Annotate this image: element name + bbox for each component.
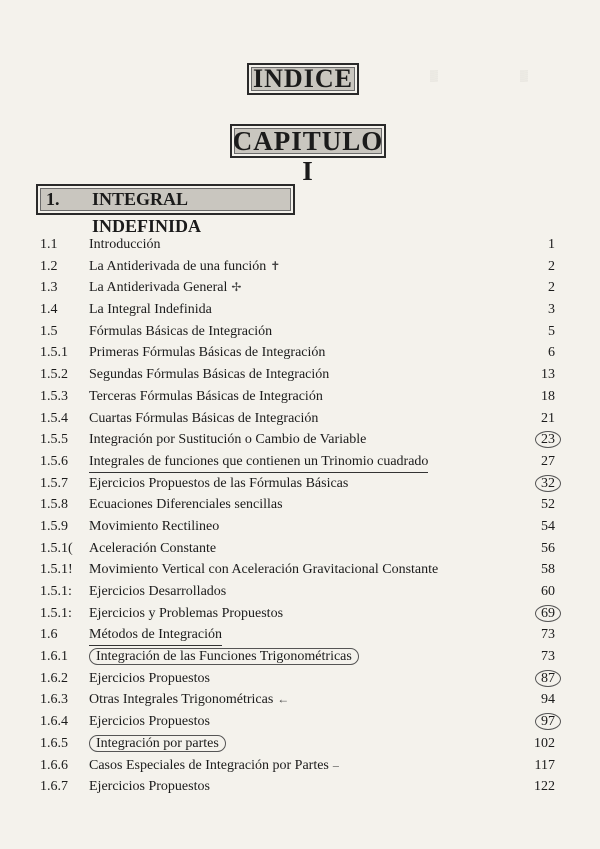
toc-title: Integrales de funciones que contienen un Trinomio cuadrado <box>89 451 428 473</box>
toc-title: Ejercicios Propuestos de las Fórmulas Básicas <box>89 475 349 491</box>
toc-row[interactable] <box>0 321 600 343</box>
toc-number: 1.5.7 <box>40 475 68 491</box>
toc-title: Ejercicios Propuestos <box>89 779 210 795</box>
toc-number: 1.5.1: <box>40 584 72 599</box>
toc-number: 1.5.5 <box>40 432 68 448</box>
toc-number: 1.3 <box>40 280 58 296</box>
toc-number: 1.6 <box>40 627 58 643</box>
index-title: INDICE <box>247 63 359 95</box>
toc-page: 56 <box>541 540 555 556</box>
toc-title: Integración de las Funciones Trigonométricas <box>89 646 353 667</box>
toc-title: Otras Integrales Trigonométricas ← <box>89 692 290 708</box>
toc-row[interactable] <box>0 581 600 603</box>
toc-page: 73 <box>541 649 555 665</box>
handwritten-mark-icon: ✢ <box>231 280 242 295</box>
toc-row[interactable] <box>0 776 600 798</box>
toc-page <box>535 603 555 624</box>
handwritten-arrow-icon: ← <box>277 692 290 707</box>
toc-page: 60 <box>541 584 555 599</box>
toc-title: Integración por partes <box>89 733 220 754</box>
toc-page: 3 <box>548 302 555 318</box>
toc-page: 2 <box>548 280 555 296</box>
table-of-contents <box>0 234 600 798</box>
toc-number: 1.6.7 <box>40 779 68 795</box>
toc-number: 1.5.4 <box>40 410 68 426</box>
toc-row[interactable] <box>0 668 600 690</box>
toc-row[interactable] <box>0 689 600 711</box>
toc-number: 1.6.1 <box>40 649 68 665</box>
toc-row[interactable] <box>0 603 600 625</box>
toc-row[interactable] <box>0 299 600 321</box>
toc-page: 58 <box>541 562 555 578</box>
bleed-through-mark: ▒ <box>520 70 528 82</box>
toc-row[interactable] <box>0 408 600 430</box>
toc-number: 1.6.4 <box>40 714 68 730</box>
toc-page: 2 <box>548 258 555 274</box>
toc-page: 54 <box>541 518 555 534</box>
toc-title: La Antiderivada de una función ✝ <box>89 258 281 274</box>
toc-row[interactable] <box>0 234 600 256</box>
toc-row[interactable] <box>0 559 600 581</box>
toc-row[interactable] <box>0 516 600 538</box>
section-title: INTEGRAL INDEFINIDA <box>92 189 202 236</box>
toc-title: Terceras Fórmulas Básicas de Integración <box>89 388 323 404</box>
toc-title: La Antiderivada General ✢ <box>89 280 242 296</box>
toc-page <box>535 429 555 450</box>
toc-number: 1.5 <box>40 323 58 339</box>
toc-number: 1.5.1! <box>40 562 73 578</box>
toc-number: 1.6.6 <box>40 757 68 773</box>
toc-number: 1.5.2 <box>40 367 68 383</box>
circled-page-number: 69 <box>535 605 561 622</box>
circled-page-number: 97 <box>535 713 561 730</box>
toc-number: 1.5.8 <box>40 497 68 513</box>
toc-row[interactable] <box>0 755 600 777</box>
section-heading <box>36 184 295 236</box>
toc-page: 27 <box>541 453 555 469</box>
toc-number: 1.6.2 <box>40 670 68 686</box>
toc-row[interactable] <box>0 733 600 755</box>
bleed-through-mark: ▒ <box>430 70 438 82</box>
toc-page: 117 <box>534 757 555 773</box>
toc-page <box>535 711 555 732</box>
toc-title: Métodos de Integración <box>89 624 222 646</box>
toc-number: 1.5.6 <box>40 453 68 469</box>
toc-number: 1.5.9 <box>40 518 68 534</box>
toc-number: 1.5.1( <box>40 540 73 556</box>
toc-title: Ecuaciones Diferenciales sencillas <box>89 497 283 513</box>
circled-page-number: 32 <box>535 475 561 492</box>
toc-page <box>535 668 555 689</box>
toc-page: 1 <box>548 237 555 252</box>
toc-row[interactable] <box>0 342 600 364</box>
toc-page: 102 <box>534 735 555 751</box>
toc-title: Aceleración Constante <box>89 540 217 556</box>
toc-row[interactable] <box>0 646 600 668</box>
toc-title: Fórmulas Básicas de Integración <box>89 323 273 339</box>
toc-row[interactable] <box>0 256 600 278</box>
circled-page-number: 23 <box>535 431 561 448</box>
toc-page: 122 <box>534 779 555 795</box>
toc-title: Segundas Fórmulas Básicas de Integración <box>89 367 330 383</box>
toc-page: 5 <box>548 323 555 339</box>
toc-row[interactable] <box>0 711 600 733</box>
toc-page: 18 <box>541 388 555 404</box>
toc-title: Ejercicios Propuestos <box>89 670 210 686</box>
toc-number: 1.2 <box>40 258 58 274</box>
toc-row[interactable] <box>0 451 600 473</box>
toc-title: Ejercicios Propuestos <box>89 714 210 730</box>
toc-number: 1.1 <box>40 237 58 252</box>
toc-row[interactable] <box>0 473 600 495</box>
section-number: 1. <box>46 189 60 209</box>
toc-row[interactable] <box>0 429 600 451</box>
toc-row[interactable] <box>0 624 600 646</box>
toc-number: 1.5.3 <box>40 388 68 404</box>
toc-number: 1.5.1: <box>40 605 72 621</box>
toc-page: 52 <box>541 497 555 513</box>
toc-page: 6 <box>548 345 555 361</box>
toc-page: 21 <box>541 410 555 426</box>
toc-title: Movimiento Vertical con Aceleración Gravitacional Constante <box>89 562 439 578</box>
toc-page: 94 <box>541 692 555 708</box>
handwritten-mark-icon: ✝ <box>270 258 281 273</box>
toc-number: 1.4 <box>40 302 58 318</box>
toc-page <box>535 473 555 494</box>
toc-title: La Integral Indefinida <box>89 302 212 318</box>
toc-row[interactable] <box>0 538 600 560</box>
toc-title: Integración por Sustitución o Cambio de Variable <box>89 432 367 448</box>
toc-row[interactable] <box>0 364 600 386</box>
handwritten-dash-icon: – <box>332 757 339 772</box>
toc-row[interactable] <box>0 277 600 299</box>
toc-title: Casos Especiales de Integración por Partes – <box>89 757 339 773</box>
toc-title: Movimiento Rectilineo <box>89 518 220 534</box>
toc-title: Ejercicios Desarrollados <box>89 584 227 599</box>
toc-number: 1.6.3 <box>40 692 68 708</box>
toc-page: 73 <box>541 627 555 643</box>
chapter-title: CAPITULO I <box>230 124 386 158</box>
toc-row[interactable] <box>0 386 600 408</box>
toc-number: 1.6.5 <box>40 735 68 751</box>
toc-title: Cuartas Fórmulas Básicas de Integración <box>89 410 319 426</box>
toc-page: 13 <box>541 367 555 383</box>
toc-number: 1.5.1 <box>40 345 68 361</box>
toc-title: Primeras Fórmulas Básicas de Integración <box>89 345 326 361</box>
circled-page-number: 87 <box>535 670 561 687</box>
toc-row[interactable] <box>0 494 600 516</box>
toc-title: Introducción <box>89 237 161 252</box>
toc-title: Ejercicios y Problemas Propuestos <box>89 605 284 621</box>
